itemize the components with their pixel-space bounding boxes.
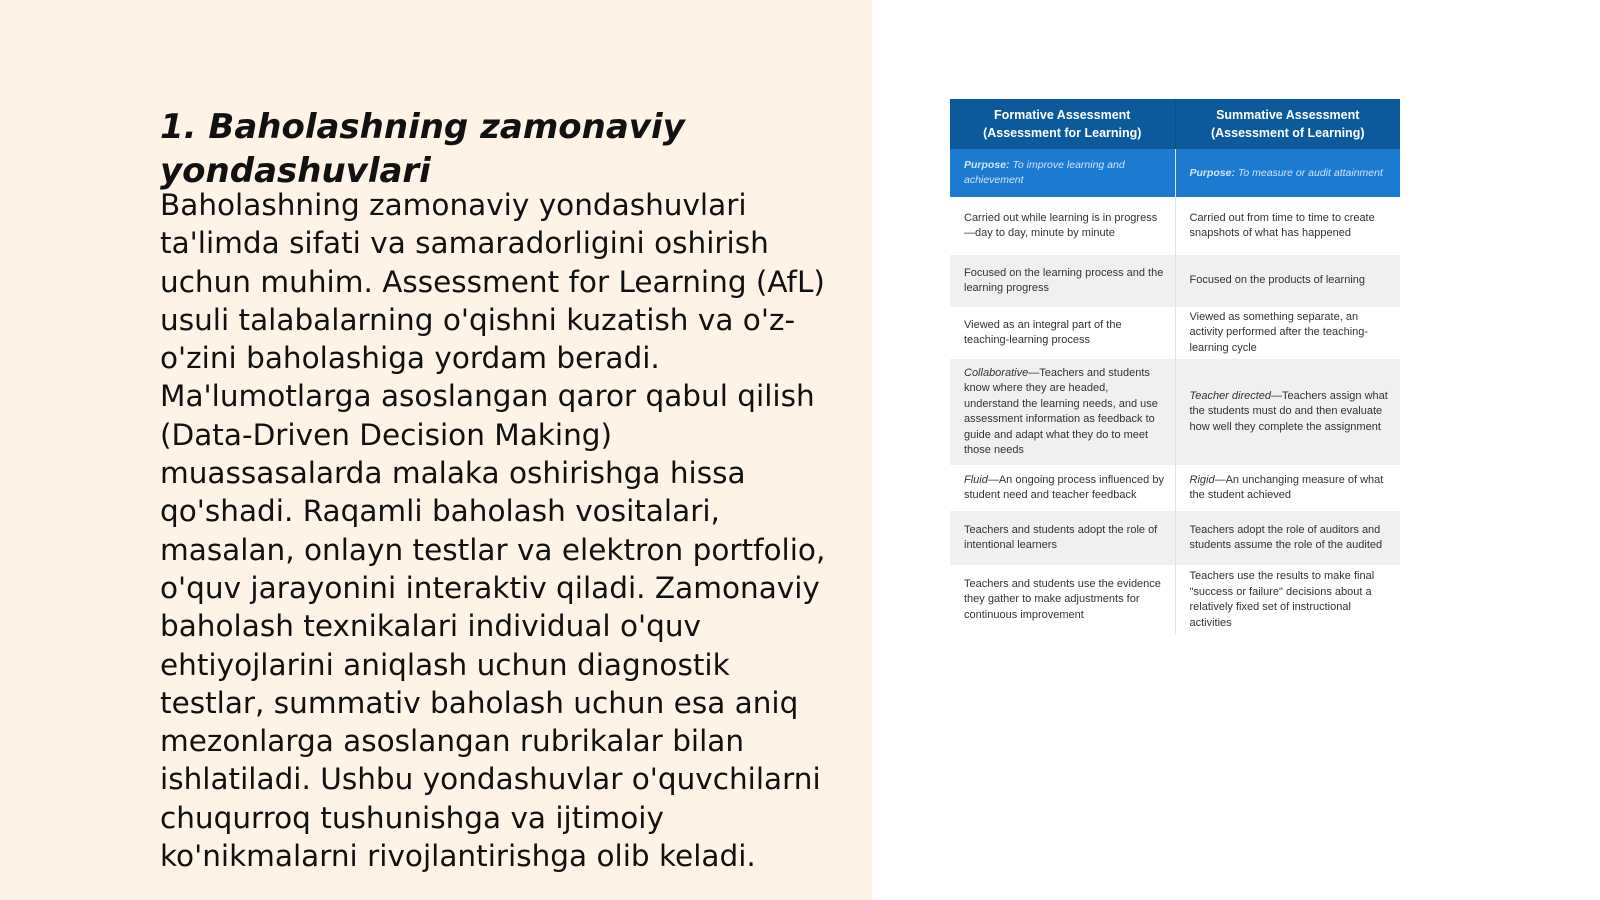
- purpose-cell: [950, 149, 1175, 197]
- header-subtitle: (Assessment for Learning): [983, 126, 1142, 140]
- cell-text: —An unchanging measure of what the student achieved: [1189, 473, 1384, 501]
- table-header-row: [950, 99, 1400, 149]
- cell-text: —Teachers assign what the students must do and then evaluate how well they complete the assignment: [1189, 389, 1388, 433]
- cell-text: —Teachers and students know where they are headed, understand the learning needs, and use assessment information as feedback to guide and adapt what they do to meet those needs: [964, 366, 1158, 456]
- table-row: [950, 197, 1400, 255]
- table-cell: [1175, 307, 1400, 359]
- cell-text: Carried out while learning is in progress—day to day, minute by minute: [964, 211, 1158, 239]
- comparison-table-image: [950, 99, 1400, 635]
- assessment-comparison-table: [950, 99, 1400, 635]
- table-row: [950, 565, 1400, 635]
- table-cell: [1175, 197, 1400, 255]
- slide-title: 1. Baholashning zamonaviy yondashuvlari: [160, 107, 685, 191]
- purpose-cell: [1175, 149, 1400, 197]
- cell-lead-term: Collaborative: [964, 366, 1029, 379]
- table-cell: [950, 465, 1175, 511]
- cell-text: Teachers and students adopt the role of intentional learners: [964, 523, 1158, 551]
- header-summative: [1175, 99, 1400, 149]
- cell-text: Carried out from time to time to create snapshots of what has happened: [1189, 211, 1375, 239]
- cell-text: Teachers adopt the role of auditors and students assume the role of the audited: [1189, 523, 1383, 551]
- purpose-text: To measure or audit attainment: [1237, 166, 1383, 179]
- table-row: [950, 511, 1400, 565]
- table-cell: [950, 511, 1175, 565]
- cell-text: Focused on the products of learning: [1189, 274, 1366, 287]
- header-formative: [950, 99, 1175, 149]
- table-cell: [950, 197, 1175, 255]
- table-cell: [950, 565, 1175, 635]
- table-cell: [950, 307, 1175, 359]
- cell-text: —An ongoing process influenced by student need and teacher feedback: [964, 473, 1164, 501]
- table-cell: [950, 359, 1175, 465]
- table-row: [950, 307, 1400, 359]
- cell-text: Viewed as an integral part of the teaching-learning process: [964, 318, 1122, 346]
- table-cell: [1175, 511, 1400, 565]
- table-cell: [1175, 565, 1400, 635]
- header-title: Summative Assessment: [1216, 108, 1360, 122]
- table-cell: [1175, 255, 1400, 307]
- cell-lead-term: Teacher directed: [1189, 389, 1272, 402]
- cell-lead-term: Fluid: [964, 473, 988, 486]
- table-row: [950, 255, 1400, 307]
- cell-text: Focused on the learning process and the learning progress: [964, 266, 1164, 294]
- cell-lead-term: Rigid: [1189, 473, 1215, 486]
- cell-text: Teachers and students use the evidence they gather to make adjustments for continuous improvement: [964, 577, 1161, 621]
- purpose-text: To improve learning and achievement: [964, 159, 1125, 186]
- header-title: Formative Assessment: [994, 108, 1131, 122]
- cell-text: Teachers use the results to make final "success or failure" decisions about a relatively fixed set of instructional activities: [1189, 570, 1375, 629]
- purpose-row: [950, 149, 1400, 197]
- table-row: [950, 359, 1400, 465]
- header-subtitle: (Assessment of Learning): [1210, 126, 1365, 140]
- table-cell: [1175, 359, 1400, 465]
- table-cell: [950, 255, 1175, 307]
- purpose-label: Purpose:: [1189, 166, 1236, 179]
- slide-body-text: Baholashning zamonaviy yondashuvlari ta'limda sifati va samaradorligini oshirish uchun muhim. Assessment for Learning (AfL) usuli talabalarning o'qishni kuzatish va o'z-o'zini baholashiga yordam beradi. Ma'lumotlarga asoslangan qaror qabul qilish (Data-Driven Decision Making) muassasalarda malaka oshirishga hissa qo'shadi. Raqamli baholash vositalari, masalan, onlayn testlar va elektron portfolio, o'quv jarayonini interaktiv qiladi. Zamonaviy baholash texnikalari individual o'quv ehtiyojlarini aniqlash uchun diagnostik testlar, summativ baholash uchun esa aniq mezonlarga asoslangan rubrikalar bilan ishlatiladi. Ushbu yondashuvlar o'quvchilarni chuqurroq tushunishga va ijtimoiy ko'nikmalarni rivojlantirishga olib keladi.: [160, 188, 826, 874]
- table-cell: [1175, 465, 1400, 511]
- table-row: [950, 465, 1400, 511]
- cell-text: Viewed as something separate, an activity performed after the teaching-learning cycle: [1189, 310, 1369, 354]
- purpose-label: Purpose:: [964, 159, 1010, 171]
